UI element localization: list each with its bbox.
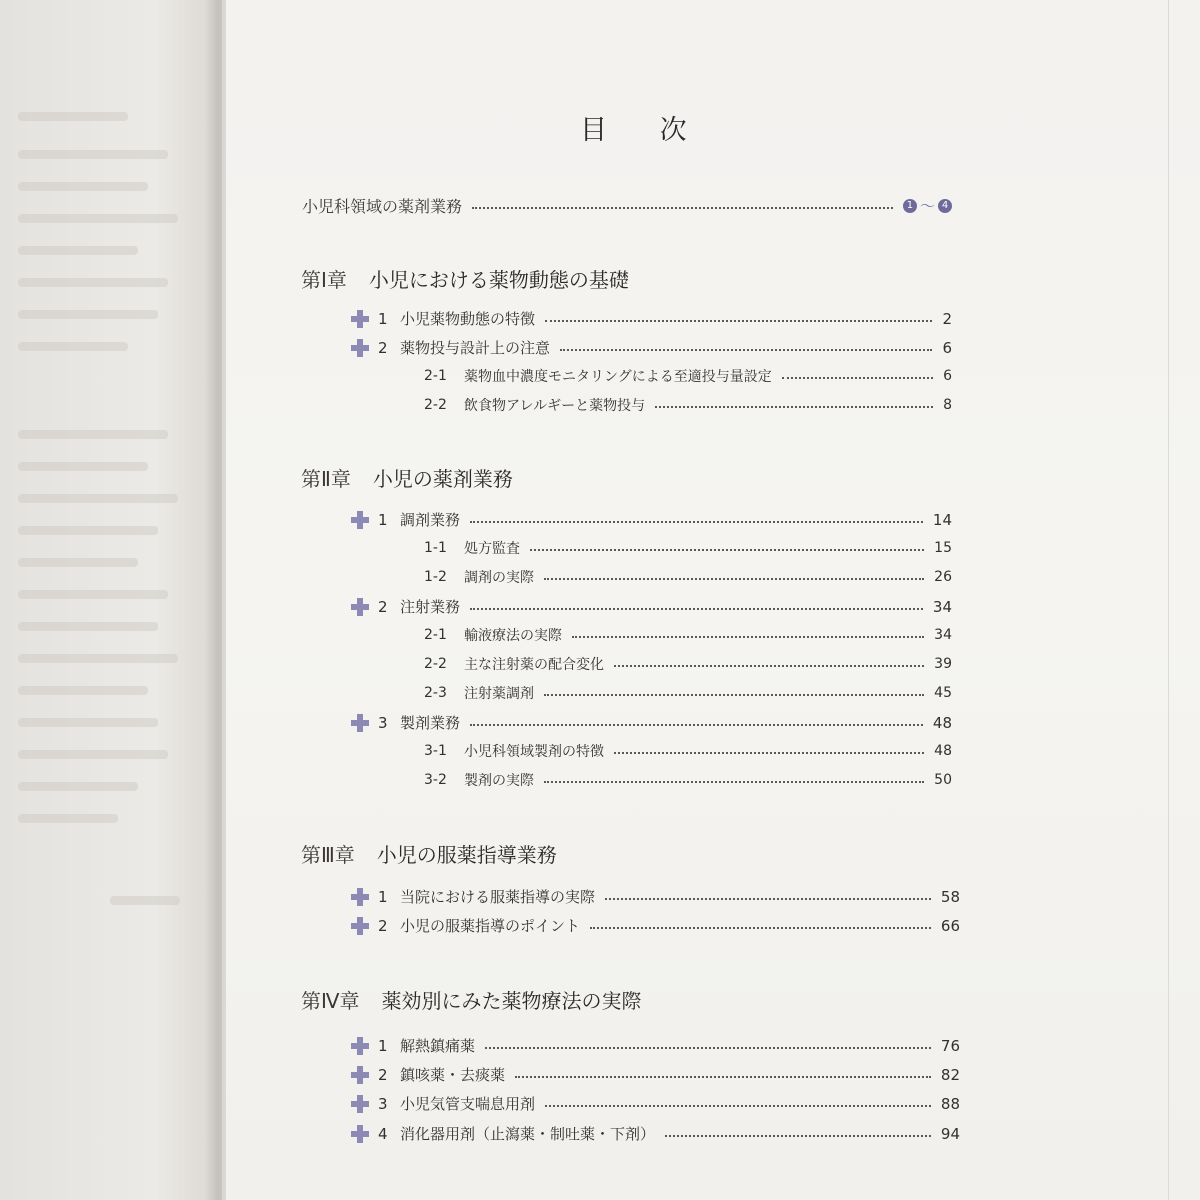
dot-leader bbox=[782, 377, 933, 379]
entry-title: 製剤業務 bbox=[400, 714, 461, 732]
dot-leader bbox=[572, 636, 924, 638]
chapter-heading[interactable] bbox=[301, 463, 513, 492]
toc-section-entry[interactable] bbox=[350, 1035, 960, 1056]
entry-title: 消化器用剤（止瀉薬・制吐薬・下剤） bbox=[400, 1125, 656, 1143]
page-number: 14 bbox=[932, 510, 952, 529]
entry-title: 当院における服薬指導の実際 bbox=[400, 888, 596, 906]
section-number: 2 bbox=[378, 597, 388, 616]
toc-section-entry[interactable] bbox=[350, 1064, 960, 1085]
circled-number-start: 1 bbox=[903, 199, 917, 213]
subsection-number: 1-1 bbox=[424, 540, 447, 556]
section-number: 1 bbox=[378, 887, 388, 906]
entry-title: 小児気管支喘息用剤 bbox=[400, 1095, 536, 1113]
subsection-number: 3-2 bbox=[424, 772, 447, 788]
page-number: 88 bbox=[940, 1094, 960, 1113]
plus-icon bbox=[350, 713, 370, 733]
dot-leader bbox=[544, 781, 924, 783]
chapter-label: 第Ⅲ章 bbox=[301, 843, 355, 867]
toc-section-entry[interactable] bbox=[350, 308, 952, 329]
dot-leader bbox=[545, 320, 932, 322]
subsection-number: 2-3 bbox=[424, 685, 447, 701]
chapter-label: 第Ⅰ章 bbox=[301, 268, 347, 292]
toc-section-entry[interactable] bbox=[350, 509, 952, 530]
plus-icon bbox=[350, 597, 370, 617]
plus-icon bbox=[350, 1094, 370, 1114]
subsection-number: 2-1 bbox=[424, 627, 447, 643]
chapter-title: 小児の薬剤業務 bbox=[372, 467, 513, 491]
intro-label: 小児科領域の薬剤業務 bbox=[302, 197, 463, 216]
plus-icon bbox=[350, 887, 370, 907]
dot-leader bbox=[472, 207, 893, 209]
subsection-number: 2-2 bbox=[424, 397, 447, 413]
dot-leader bbox=[590, 927, 931, 929]
chapter-heading[interactable] bbox=[301, 264, 629, 293]
entry-title: 薬物投与設計上の注意 bbox=[400, 339, 551, 357]
dot-leader bbox=[470, 521, 923, 523]
section-number: 2 bbox=[378, 1065, 388, 1084]
dot-leader bbox=[485, 1047, 931, 1049]
toc-section-entry[interactable] bbox=[350, 1093, 960, 1114]
circled-number-end: 4 bbox=[938, 199, 952, 213]
plus-icon bbox=[350, 338, 370, 358]
entry-title: 製剤の実際 bbox=[464, 773, 534, 789]
entry-title: 注射薬調剤 bbox=[464, 686, 534, 702]
page-number: 48 bbox=[934, 743, 952, 759]
dot-leader bbox=[544, 578, 924, 580]
dot-leader bbox=[544, 694, 924, 696]
page-number: 6 bbox=[942, 338, 952, 357]
toc-section-entry[interactable] bbox=[350, 886, 960, 907]
dot-leader bbox=[665, 1135, 931, 1137]
entry-title: 薬物血中濃度モニタリングによる至適投与量設定 bbox=[464, 369, 772, 385]
subsection-number: 2-2 bbox=[424, 656, 447, 672]
page-number: 94 bbox=[940, 1124, 960, 1143]
dot-leader bbox=[470, 724, 923, 726]
section-number: 1 bbox=[378, 510, 388, 529]
page-number: 26 bbox=[934, 569, 952, 585]
dot-leader bbox=[530, 549, 924, 551]
entry-title: 鎮咳薬・去痰薬 bbox=[400, 1066, 506, 1084]
toc-section-entry[interactable] bbox=[350, 1123, 960, 1144]
chapter-heading[interactable] bbox=[301, 839, 557, 868]
page-title: 目 次 bbox=[580, 115, 709, 146]
chapter-title: 薬効別にみた薬物療法の実際 bbox=[381, 989, 642, 1013]
plus-icon bbox=[350, 916, 370, 936]
toc-subsection-entry[interactable] bbox=[424, 654, 952, 674]
page-number: 76 bbox=[940, 1036, 960, 1055]
entry-title: 処方監査 bbox=[464, 541, 520, 557]
section-number: 1 bbox=[378, 309, 388, 328]
toc-subsection-entry[interactable] bbox=[424, 567, 952, 587]
page-number: 34 bbox=[932, 597, 952, 616]
page-number: 58 bbox=[940, 887, 960, 906]
dot-leader bbox=[655, 406, 933, 408]
toc-subsection-entry[interactable] bbox=[424, 366, 952, 386]
chapter-label: 第Ⅱ章 bbox=[301, 467, 351, 491]
toc-subsection-entry[interactable] bbox=[424, 395, 952, 415]
dot-leader bbox=[515, 1076, 931, 1078]
subsection-number: 1-2 bbox=[424, 569, 447, 585]
entry-title: 注射業務 bbox=[400, 598, 461, 616]
chapter-label: 第Ⅳ章 bbox=[301, 989, 360, 1013]
page-number: 50 bbox=[934, 772, 952, 788]
page-number: 82 bbox=[940, 1065, 960, 1084]
toc-subsection-entry[interactable] bbox=[424, 741, 952, 761]
toc-subsection-entry[interactable] bbox=[424, 538, 952, 558]
page-number: 39 bbox=[934, 656, 952, 672]
plus-icon bbox=[350, 1124, 370, 1144]
dot-leader bbox=[614, 665, 924, 667]
dot-leader bbox=[614, 752, 924, 754]
entry-title: 小児科領域製剤の特徴 bbox=[464, 744, 604, 760]
section-number: 4 bbox=[378, 1124, 388, 1143]
chapter-title: 小児における薬物動態の基礎 bbox=[368, 268, 629, 292]
plus-icon bbox=[350, 309, 370, 329]
page-number: 45 bbox=[934, 685, 952, 701]
page-number: 66 bbox=[940, 916, 960, 935]
dot-leader bbox=[560, 349, 932, 351]
entry-title: 小児薬物動態の特徴 bbox=[400, 310, 536, 328]
subsection-number: 2-1 bbox=[424, 368, 447, 384]
toc-section-entry[interactable] bbox=[350, 915, 960, 936]
page-number: 34 bbox=[934, 627, 952, 643]
subsection-number: 3-1 bbox=[424, 743, 447, 759]
chapter-title: 小児の服薬指導業務 bbox=[376, 843, 557, 867]
facing-page bbox=[0, 0, 222, 1200]
entry-title: 輸液療法の実際 bbox=[464, 628, 562, 644]
toc-subsection-entry[interactable] bbox=[424, 770, 952, 790]
intro-page-range bbox=[903, 195, 952, 216]
page-number: 6 bbox=[943, 368, 952, 384]
entry-title: 解熱鎮痛薬 bbox=[400, 1037, 476, 1055]
dot-leader bbox=[470, 608, 923, 610]
intro-entry[interactable] bbox=[302, 194, 952, 217]
section-number: 3 bbox=[378, 1094, 388, 1113]
plus-icon bbox=[350, 510, 370, 530]
toc-subsection-entry[interactable] bbox=[424, 683, 952, 703]
entry-title: 調剤業務 bbox=[400, 511, 461, 529]
toc-section-entry[interactable] bbox=[350, 596, 952, 617]
entry-title: 小児の服薬指導のポイント bbox=[400, 917, 581, 935]
toc-section-entry[interactable] bbox=[350, 712, 952, 733]
toc-section-entry[interactable] bbox=[350, 337, 952, 358]
page-number: 8 bbox=[943, 397, 952, 413]
section-number: 1 bbox=[378, 1036, 388, 1055]
range-separator: ～ bbox=[919, 197, 935, 215]
section-number: 2 bbox=[378, 338, 388, 357]
entry-title: 飲食物アレルギーと薬物投与 bbox=[464, 398, 646, 414]
section-number: 2 bbox=[378, 916, 388, 935]
plus-icon bbox=[350, 1065, 370, 1085]
section-number: 3 bbox=[378, 713, 388, 732]
page-number: 2 bbox=[942, 309, 952, 328]
page-number: 15 bbox=[934, 540, 952, 556]
chapter-heading[interactable] bbox=[301, 985, 641, 1014]
dot-leader bbox=[605, 898, 931, 900]
page-edge bbox=[1168, 0, 1169, 1200]
page-number: 48 bbox=[932, 713, 952, 732]
plus-icon bbox=[350, 1036, 370, 1056]
dot-leader bbox=[545, 1105, 931, 1107]
entry-title: 主な注射薬の配合変化 bbox=[464, 657, 604, 673]
toc-subsection-entry[interactable] bbox=[424, 625, 952, 645]
entry-title: 調剤の実際 bbox=[464, 570, 534, 586]
